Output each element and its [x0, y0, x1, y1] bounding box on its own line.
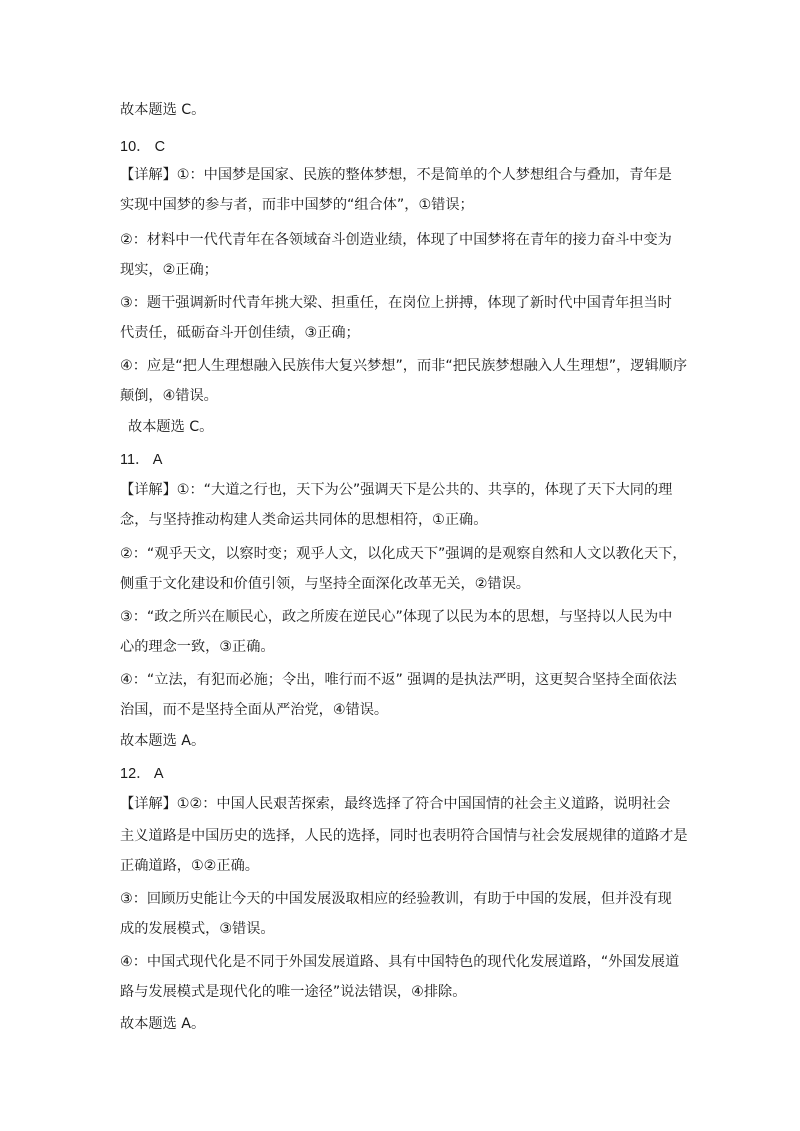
- explanation-line: 念，与坚持推动构建人类命运共同体的思想相符，①正确。: [120, 512, 488, 528]
- explanation-line: 实现中国梦的参与者，而非中国梦的“组合体”，①错误；: [120, 197, 474, 213]
- explanation-line: 【详解】①：中国梦是国家、民族的整体梦想，不是简单的个人梦想组合与叠加，青年是: [120, 167, 672, 183]
- explanation-line: ②：材料中一代代青年在各领域奋斗创造业绩，体现了中国梦将在青年的接力奋斗中变为: [120, 232, 672, 248]
- explanation-line: 代责任，砥砺奋斗开创佳绩，③正确；: [120, 325, 360, 341]
- explanation-line: ④：应是“把人生理想融入民族伟大复兴梦想”，而非“把民族梦想融入人生理想”，逻辑顺序: [120, 358, 688, 374]
- explanation-line: 成的发展模式，③错误。: [120, 921, 275, 937]
- explanation-line: 路与发展模式是现代化的唯一途径”说法错误，④排除。: [120, 984, 467, 1000]
- question-number-11: 11． A: [120, 452, 163, 468]
- explanation-line: 正确道路，①②正确。: [120, 858, 259, 874]
- explanation-line: ③：题干强调新时代青年挑大梁、担重任，在岗位上拼搏，体现了新时代中国青年担当时: [120, 295, 672, 311]
- explanation-line: ④：“立法，有犯而必施；令出，唯行而不返” 强调的是执法严明，这更契合坚持全面依法: [120, 672, 677, 688]
- conclusion-line: 故本题选 A。: [120, 1016, 206, 1032]
- explanation-line: 现实，②正确；: [120, 262, 218, 278]
- explanation-line: 治国，而不是坚持全面从严治党，④错误。: [120, 702, 389, 718]
- explanation-line: ③：回顾历史能让今天的中国发展汲取相应的经验教训，有助于中国的发展，但并没有现: [120, 891, 672, 907]
- conclusion-line: 故本题选 A。: [120, 733, 206, 749]
- question-number-10: 10． C: [120, 139, 166, 155]
- question-number-12: 12． A: [120, 766, 164, 782]
- explanation-line: 主义道路是中国历史的选择，人民的选择，同时也表明符合国情与社会发展规律的道路才是: [120, 828, 688, 844]
- explanation-line: 侧重于文化建设和价值引领，与坚持全面深化改革无关，②错误。: [120, 576, 530, 592]
- explanation-line: 心的理念一致，③正确。: [120, 639, 275, 655]
- conclusion-line: 故本题选 C。: [120, 102, 206, 118]
- explanation-line: ③：“政之所兴在顺民心，政之所废在逆民心”体现了以民为本的思想，与坚持以人民为中: [120, 609, 673, 625]
- explanation-line: ④：中国式现代化是不同于外国发展道路、具有中国特色的现代化发展道路，“外国发展道: [120, 954, 680, 970]
- explanation-line: 【详解】①：“大道之行也，天下为公”强调天下是公共的、共享的，体现了天下大同的理: [120, 482, 673, 498]
- conclusion-line: 故本题选 C。: [128, 419, 214, 435]
- explanation-line: 【详解】①②：中国人民艰苦探索，最终选择了符合中国国情的社会主义道路，说明社会: [120, 796, 671, 812]
- explanation-line: 颠倒，④错误。: [120, 388, 218, 404]
- explanation-line: ②：“观乎天文，以察时变；观乎人文，以化成天下”强调的是观察自然和人文以教化天下，: [120, 546, 687, 562]
